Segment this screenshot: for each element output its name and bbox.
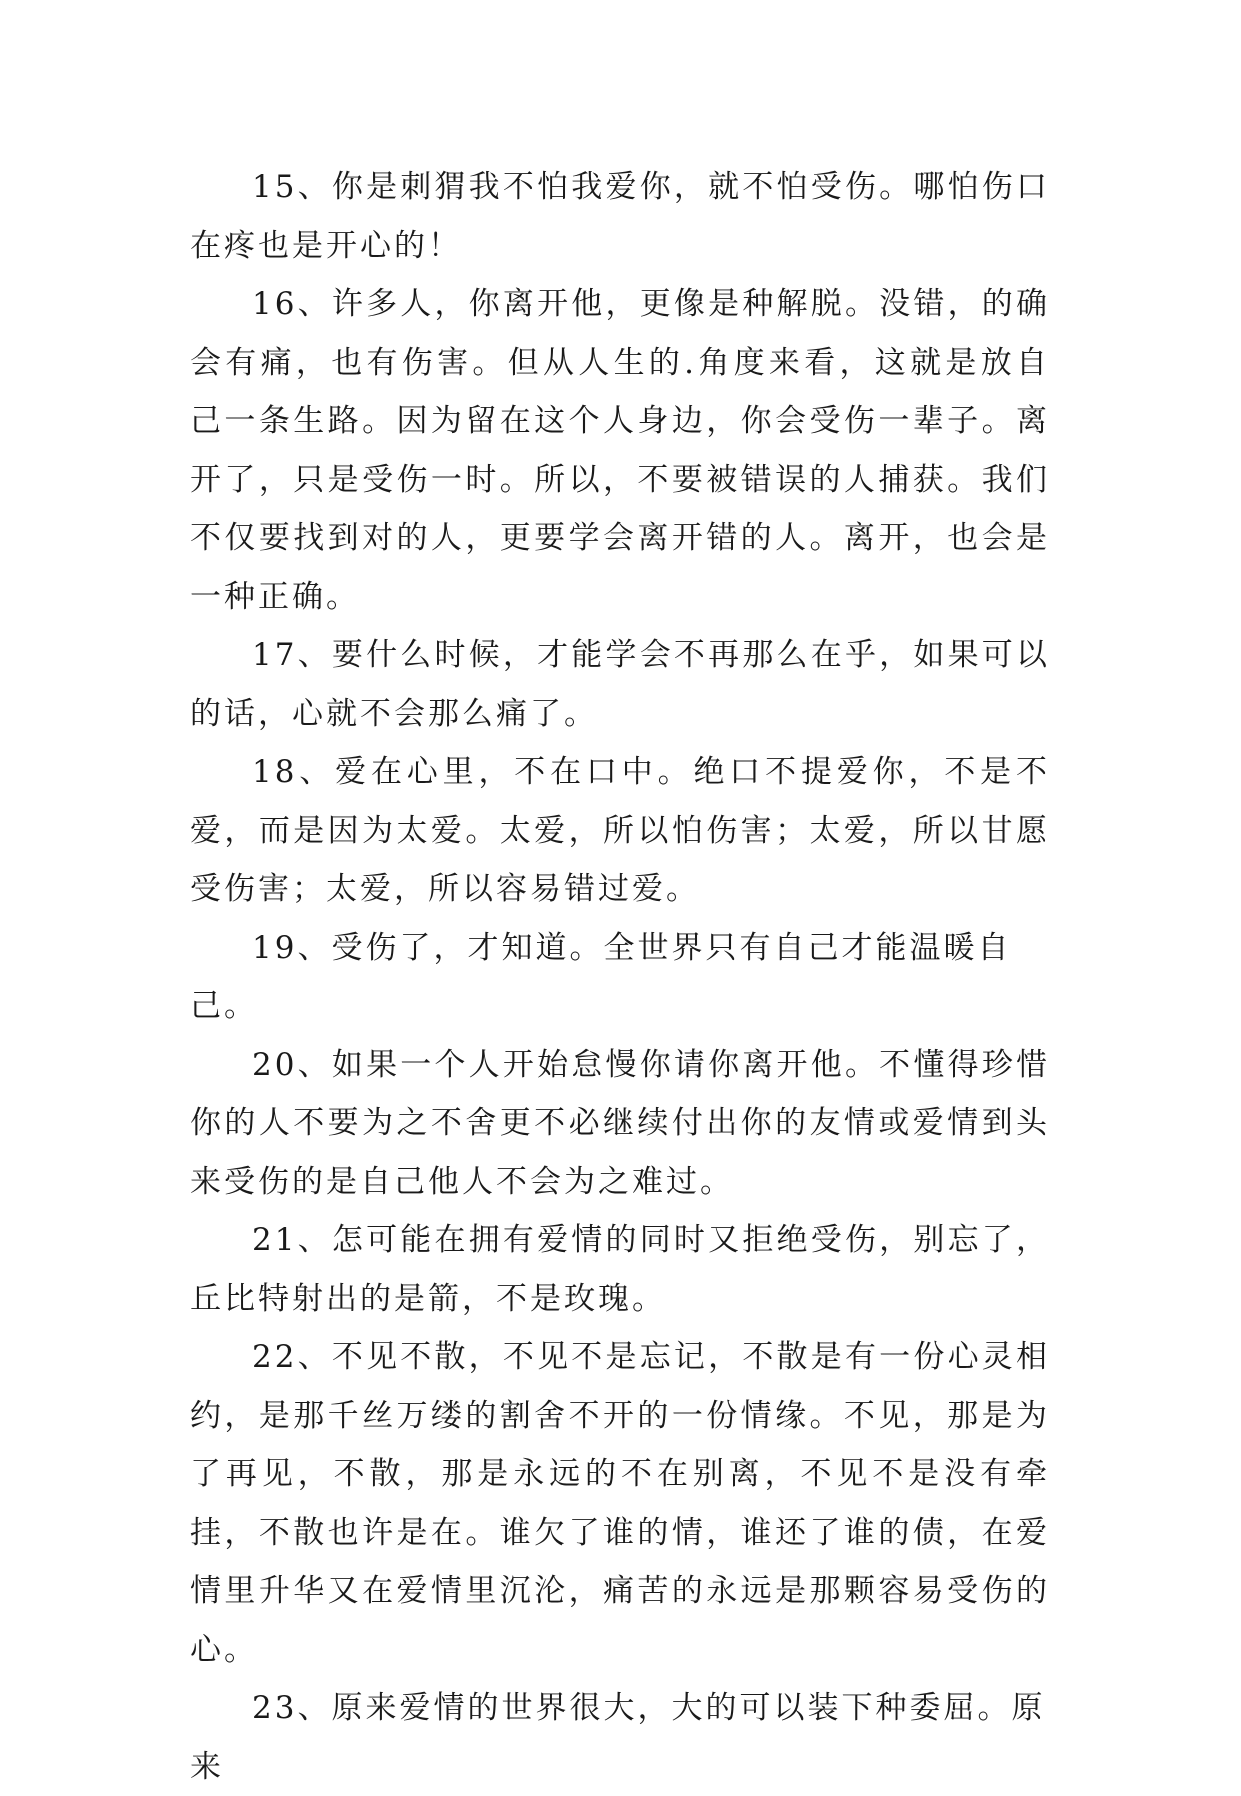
paragraph-19: 19、受伤了，才知道。全世界只有自己才能温暖自己。 [190,929,1012,1024]
document-body [190,158,1050,1796]
paragraph-17: 17、要什么时候，才能学会不再那么在乎，如果可以的话，心就不会那么痛了。 [190,637,1050,732]
paragraph-23: 23、原来爱情的世界很大，大的可以装下种委屈。原来 [190,1690,1046,1785]
paragraph-16: 16、许多人，你离开他，更像是种解脱。没错，的确会有痛，也有伤害。但从人生的.角度来看，这就是放自己一条生路。因为留在这个人身边，你会受伤一辈子。离开了，只是受伤一时。所以，不要被错误的人捕获。我们不仅要找到对的人，更要学会离开错的人。离开，也会是一种正确。 [190,286,1050,615]
paragraph-21: 21、怎可能在拥有爱情的同时又拒绝受伤，别忘了，丘比特射出的是箭，不是玫瑰。 [190,1222,1050,1317]
paragraph-15: 15、你是刺猬我不怕我爱你，就不怕受伤。哪怕伤口在疼也是开心的！ [190,169,1050,264]
paragraph-20: 20、如果一个人开始怠慢你请你离开他。不懂得珍惜你的人不要为之不舍更不必继续付出你的友情或爱情到头来受伤的是自己他人不会为之难过。 [190,1046,1050,1200]
paragraph-22: 22、不见不散，不见不是忘记，不散是有一份心灵相约，是那千丝万缕的割舍不开的一份情缘。不见，那是为了再见，不散，那是永远的不在别离，不见不是没有牵挂，不散也许是在。谁欠了谁的情，谁还了谁的债，在爱情里升华又在爱情里沉沦，痛苦的永远是那颗容易受伤的心。 [190,1339,1050,1668]
paragraph-18: 18、爱在心里，不在口中。绝口不提爱你，不是不爱，而是因为太爱。太爱，所以怕伤害；太爱，所以甘愿受伤害；太爱，所以容易错过爱。 [190,754,1050,907]
